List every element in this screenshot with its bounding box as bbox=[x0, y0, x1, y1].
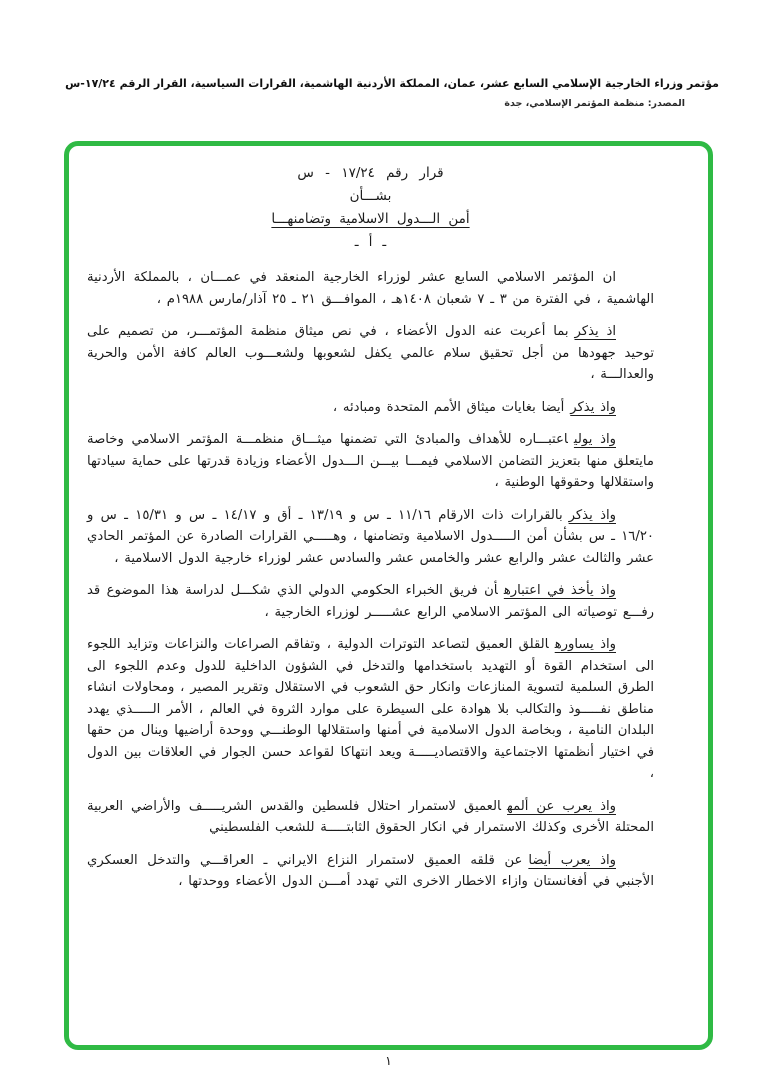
paragraph-lead: واذ يذكر bbox=[568, 507, 616, 523]
resolution-title-block bbox=[87, 162, 654, 255]
green-frame bbox=[64, 141, 713, 1050]
paragraph-expert-group bbox=[87, 580, 654, 623]
paragraph-deep-concern bbox=[87, 634, 654, 785]
resolution-number: قرار رقم ١٧/٢٤ - س bbox=[297, 165, 444, 181]
paragraph-palestine bbox=[87, 796, 654, 839]
paragraph-text: أن فريق الخبراء الحكومي الدولي الذي شكـــل لدراسة هذا الموضوع قد رفـــع توصياته الى المؤتمر الاسلامي الرابع عشـــــر لوزراء الخارجية ، bbox=[87, 583, 654, 620]
resolution-subject: أمن الـــدول الاسلامية وتضامنهـــا bbox=[271, 211, 470, 227]
paragraph-text: بالقرارات ذات الارقام ١١/١٦ ـ س و ١٣/١٩ ـ أق و ١٤/١٧ ـ س و ١٥/٣١ ـ س و ١٦/٢٠ ـ س بشأن أمن الـــــدول الاسلامية وتضامنها ، وهـــــي القرارات الصادرة عن المؤتمر الحادي عشر والثالث عشر والرابع عشر والخامس عشر والسادس عشر لوزراء خارجية الدول الاسلامية ، bbox=[87, 507, 654, 566]
paragraph-recalling-un-charter bbox=[87, 397, 654, 419]
paragraph-text: أيضا بغايات ميثاق الأمم المتحدة ومبادئه ، bbox=[332, 399, 565, 415]
paragraph-lead: واذ يساوره bbox=[554, 637, 616, 652]
paragraph-lead: واذ يولي bbox=[573, 432, 616, 447]
paragraph-lead: واذ يأخذ في اعتباره bbox=[503, 583, 616, 598]
paragraph-lead: واذ يذكر bbox=[570, 399, 616, 415]
paragraph-lead: واذ يعرب أيضا bbox=[528, 852, 616, 868]
paragraph-recalling-charter bbox=[87, 321, 654, 386]
paragraph-text: عن قلقه العميق لاستمرار النزاع الايراني ـ العراقـــي والتدخل العسكري الأجنبي في أفغانستان وازاء الاخطار الاخرى التي تهدد أمـــن الدول الأعضاء ووحدتها ، bbox=[87, 852, 654, 889]
paragraph-recalling-resolutions bbox=[87, 505, 654, 570]
paragraph-text: بما أعربت عنه الدول الأعضاء ، في نص ميثاق منظمة المؤتمـــر، من تصميم على توحيد جهودها من أجل تحقيق سلام عالمي يكفل لشعوبها ولشعـــوب العالم كافة الأمن والحرية والعدالـــة ، bbox=[87, 324, 654, 382]
source-line: المصدر: منظمة المؤتمر الإسلامي، جدة bbox=[504, 98, 685, 109]
paragraph-lead: اذ يذكر bbox=[574, 324, 616, 339]
document-citation-header: مؤتمر وزراء الخارجية الإسلامي السابع عشر، عمان، المملكة الأردنية الهاشمية، القرارات السياسية، القرار الرقم ١٧/٢٤-س bbox=[65, 77, 719, 90]
paragraph-text: اعتبـــاره للأهداف والمبادئ التي تضمنها ميثـــاق منظمـــة المؤتمر الاسلامي وخاصة مايتعلق منها بتعزيز التضامن الاسلامي فيمـــا بيـــن الـــدول الأعضاء وزيادة قدرتها على حماية سيادتها واستقلالها وحقوقها الوطنية ، bbox=[87, 432, 654, 490]
regarding-label: بشـــأن bbox=[349, 188, 392, 204]
paragraph-conflicts bbox=[87, 850, 654, 893]
paragraph-preamble bbox=[87, 267, 654, 310]
paragraph-considering-objectives bbox=[87, 429, 654, 494]
paragraph-lead: واذ يعرب عن ألمه bbox=[507, 798, 616, 814]
paragraph-text: القلق العميق لتصاعد التوترات الدولية ، وتفاقم الصراعات والنزاعات وتزايد اللجوء الى استخدام القوة أو التهديد باستخدامها والتدخل في الشؤون الداخلية للدول وعدم اللجوء الى الطرق السلمية لتسوية المنازعات وانكار حق الشعوب في الاستقلال وتقرير المصير ، ومحاولات انشاء مناطق نفـــــوذ والتكالب بلا هوادة على السيطرة على موارد الثروة في العالم ، الأمر الـــــذي يهدد البلدان النامية ، وبخاصة الدول الاسلامية في أمنها واستقلالها الوطنـــي ووحدة أراضيها وينال من حقها في اختيار أنظمتها الاجتماعية والاقتصاديـــــة ويعد انتهاكا لقواعد حسن الجوار في العلاقات بين الدول ، bbox=[87, 637, 654, 781]
section-marker: ـ أ ـ bbox=[354, 235, 387, 250]
page-number: ١ bbox=[385, 1053, 392, 1068]
paragraph-text: العميق لاستمرار احتلال فلسطين والقدس الشريـــــف والأراضي العربية المحتلة الأخرى وكذلك الاستمرار في انكار الحقوق الثابتـــــة للشعب الفلسطيني bbox=[87, 798, 654, 835]
paragraph-text: ان المؤتمر الاسلامي السابع عشر لوزراء الخارجية المنعقد في عمـــان ، بالمملكة الأردنية الهاشمية ، في الفترة من ٣ ـ ٧ شعبان ١٤٠٨هـ ، الموافـــق ٢١ ـ ٢٥ آذار/مارس ١٩٨٨م ، bbox=[87, 270, 654, 307]
